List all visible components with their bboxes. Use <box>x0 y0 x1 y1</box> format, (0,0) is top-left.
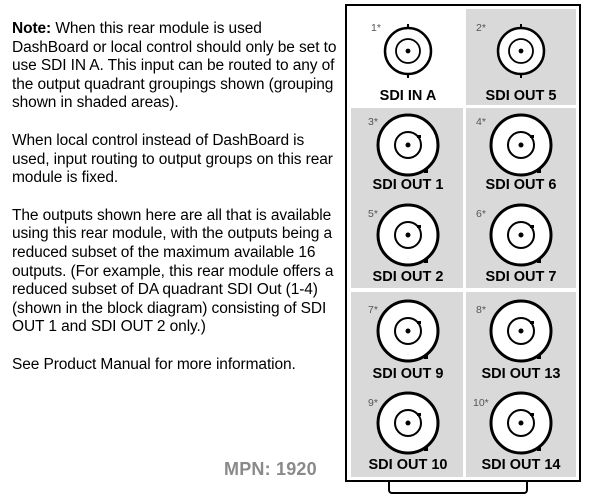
port-number: 2* <box>476 22 486 34</box>
port-number: 10* <box>473 397 489 409</box>
port-label: SDI OUT 14 <box>481 457 561 473</box>
port-number: 7* <box>368 304 378 316</box>
note-text: When this rear module is used DashBoard or local control should only be set to use SDI IN A. This input can be routed to any of the output quadrant groupings shown (grouping shown in shaded areas). <box>12 20 337 112</box>
note-paragraph-2: When local control instead of DashBoard is used, input routing to output groups on this rear module is fixed. <box>12 131 333 187</box>
port-label: SDI OUT 7 <box>485 269 557 285</box>
panel-connector-tab <box>388 482 528 494</box>
port-label: SDI OUT 2 <box>372 269 444 285</box>
port-label: SDI IN A <box>379 88 437 104</box>
port-label: SDI OUT 6 <box>485 177 557 193</box>
port-sdi-out-6 <box>466 109 576 197</box>
notes-text <box>12 20 342 394</box>
port-label: SDI OUT 1 <box>372 177 444 193</box>
port-number: 4* <box>476 116 486 128</box>
port-number: 9* <box>368 397 378 409</box>
mpn-label: MPN: 1920 <box>224 459 317 479</box>
port-label: SDI OUT 13 <box>481 366 561 382</box>
port-sdi-out-1 <box>353 109 463 197</box>
port-number: 6* <box>476 208 486 220</box>
port-sdi-out-13 <box>466 293 576 385</box>
port-number: 8* <box>476 304 486 316</box>
port-number: 1* <box>371 22 381 34</box>
port-label: SDI OUT 5 <box>485 88 557 104</box>
port-sdi-out-14 <box>466 388 576 476</box>
port-label: SDI OUT 10 <box>368 457 448 473</box>
port-number: 3* <box>368 116 378 128</box>
port-sdi-in-a <box>353 10 463 105</box>
note-paragraph-3: The outputs shown here are all that is available using this rear module, with the outputs being a reduced subset of the maximum available 16 outputs. (For example, this rear module offers a reduced subset of DA quadrant SDI Out (1-4) (shown in the block diagram) consisting of SDI OUT 1 and SDI OUT 2 only.) <box>12 206 334 336</box>
note-paragraph-4: See Product Manual for more information. <box>12 355 296 373</box>
port-sdi-out-10 <box>353 388 463 476</box>
port-sdi-out-2 <box>353 199 463 287</box>
port-sdi-out-7 <box>466 199 576 287</box>
port-sdi-out-5 <box>466 10 576 105</box>
note-paragraph-1 <box>12 20 342 113</box>
port-label: SDI OUT 9 <box>372 366 444 382</box>
port-number: 5* <box>368 208 378 220</box>
port-sdi-out-9 <box>353 293 463 385</box>
note-label: Note: <box>12 20 52 37</box>
